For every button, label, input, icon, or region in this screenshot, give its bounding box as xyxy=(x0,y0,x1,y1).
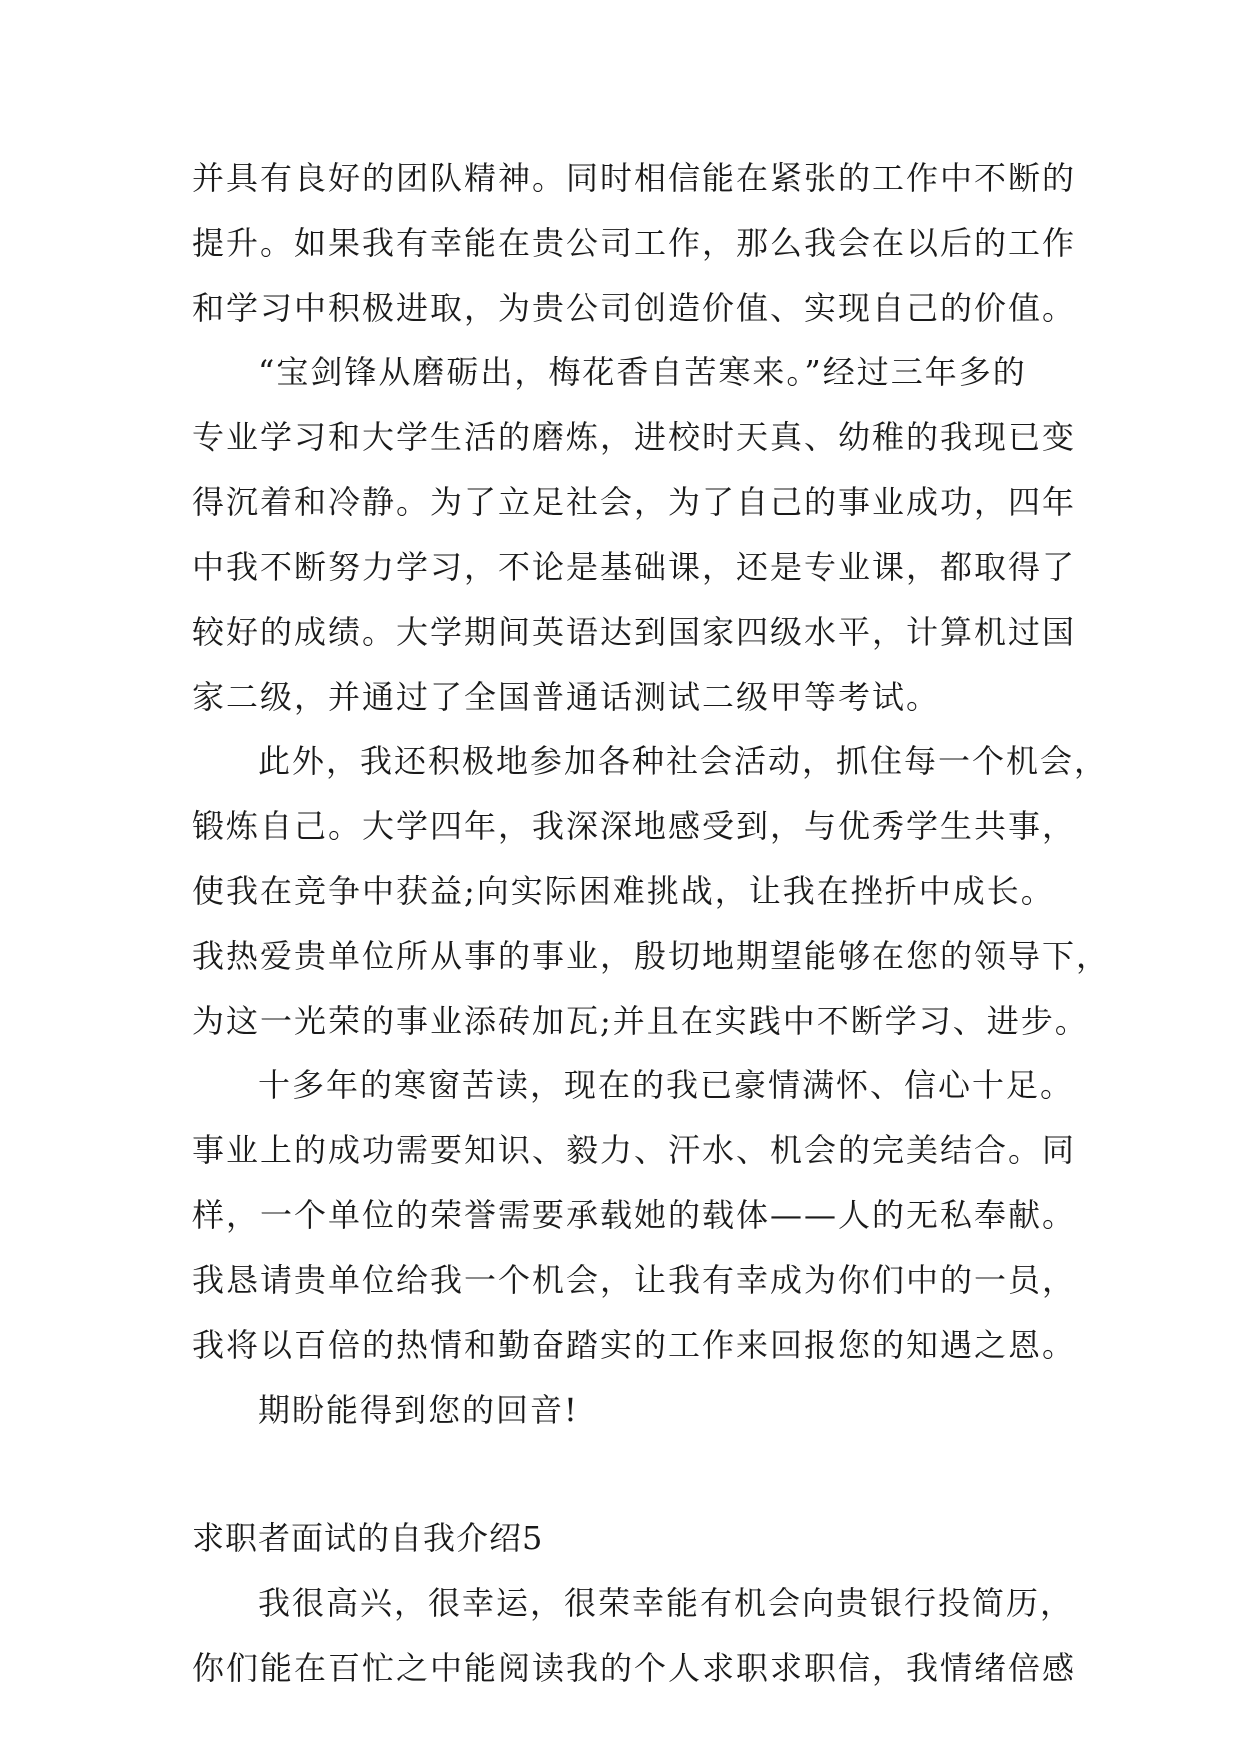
text-line: 使我在竞争中获益;向实际困难挑战，让我在挫折中成长。 xyxy=(192,872,1055,910)
text-line: 事业上的成功需要知识、毅力、汗水、机会的完美结合。同 xyxy=(192,1131,1077,1169)
text-line: 家二级，并通过了全国普通话测试二级甲等考试。 xyxy=(192,678,941,716)
text-line: 中我不断努力学习，不论是基础课，还是专业课，都取得了 xyxy=(192,548,1077,586)
text-line: 较好的成绩。大学期间英语达到国家四级水平，计算机过国 xyxy=(192,613,1077,651)
text-line: “宝剑锋从磨砺出，梅花香自苦寒来。”经过三年多的 xyxy=(258,353,1027,391)
text-line: 提升。如果我有幸能在贵公司工作，那么我会在以后的工作 xyxy=(192,224,1077,262)
text-line: 专业学习和大学生活的磨炼，进校时天真、幼稚的我现已变 xyxy=(192,418,1077,456)
text-line: 我热爱贵单位所从事的事业，殷切地期望能够在您的领导下， xyxy=(192,937,1111,975)
text-line: 锻炼自己。大学四年，我深深地感受到，与优秀学生共事， xyxy=(192,807,1077,845)
text-line: 此外，我还积极地参加各种社会活动，抓住每一个机会， xyxy=(258,742,1109,780)
text-line: 我很高兴，很幸运，很荣幸能有机会向贵银行投简历， xyxy=(258,1584,1075,1622)
section-heading: 求职者面试的自我介绍5 xyxy=(192,1519,544,1557)
text-line: 和学习中积极进取，为贵公司创造价值、实现自己的价值。 xyxy=(192,289,1077,327)
text-line: 我将以百倍的热情和勤奋踏实的工作来回报您的知遇之恩。 xyxy=(192,1326,1077,1364)
text-line: 十多年的寒窗苦读，现在的我已豪情满怀、信心十足。 xyxy=(258,1066,1075,1104)
text-line: 你们能在百忙之中能阅读我的个人求职求职信，我情绪倍感 xyxy=(192,1649,1077,1687)
text-line: 并具有良好的团队精神。同时相信能在紧张的工作中不断的 xyxy=(192,159,1077,197)
text-line: 样，一个单位的荣誉需要承载她的载体——人的无私奉献。 xyxy=(192,1196,1077,1234)
text-line: 为这一光荣的事业添砖加瓦;并且在实践中不断学习、进步。 xyxy=(192,1002,1089,1040)
text-line: 期盼能得到您的回音! xyxy=(258,1391,579,1429)
text-line: 得沉着和冷静。为了立足社会，为了自己的事业成功，四年 xyxy=(192,483,1077,521)
text-line: 我恳请贵单位给我一个机会，让我有幸成为你们中的一员， xyxy=(192,1261,1077,1299)
